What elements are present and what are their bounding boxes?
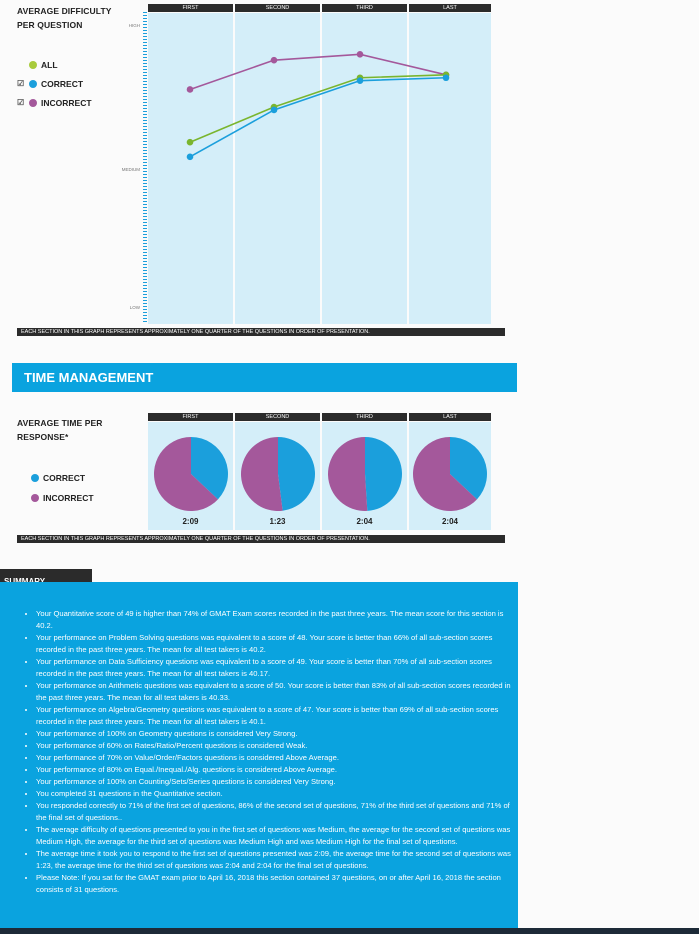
summary-item: • Your performance of 80% on Equal./Inequal./Alg. questions is considered Above Average. (36, 764, 518, 776)
bottom-bar (0, 928, 699, 934)
difficulty-line-chart (148, 13, 491, 324)
summary-list (0, 608, 518, 896)
summary-item: • You responded correctly to 71% of the first set of questions, 86% of the second set of questions, 71% of the third set of questions and 71% of the final set of questions.. (36, 800, 518, 824)
pie-slice-correct (365, 437, 402, 511)
legend-item-all (17, 55, 92, 74)
time-column-header-first: FIRST (148, 413, 233, 421)
pie-cell-third (322, 422, 407, 530)
pie-time-last: 2:04 (441, 517, 458, 526)
summary-item: • Your performance of 100% on Geometry questions is considered Very Strong. (36, 728, 518, 740)
legend-item-correct[interactable] (17, 74, 92, 93)
series-line-incorrect (190, 54, 446, 89)
pie-time-third: 2:04 (356, 517, 373, 526)
pie-cell-first (148, 422, 233, 530)
time-legend-correct (31, 468, 94, 488)
series-line-correct (190, 78, 446, 157)
checkbox-checked-icon[interactable]: ☑ (17, 98, 25, 107)
data-point-correct[interactable] (271, 107, 278, 114)
column-header-third: THIRD (322, 4, 407, 12)
pie-slice-incorrect (241, 437, 283, 511)
difficulty-title (17, 4, 112, 32)
incorrect-dot-icon (31, 494, 39, 502)
difficulty-footnote: EACH SECTION IN THIS GRAPH REPRESENTS APPROXIMATELY ONE QUARTER OF THE QUESTIONS IN ORDER OF PRESENTATION. (17, 328, 505, 336)
time-column-header-third: THIRD (322, 413, 407, 421)
pie-chart-third (326, 435, 404, 513)
difficulty-title-line1: AVERAGE DIFFICULTY (17, 6, 112, 16)
summary-item: • Your performance of 60% on Rates/Ratio/Percent questions is considered Weak. (36, 740, 518, 752)
difficulty-chart (148, 4, 491, 324)
legend-label-correct: CORRECT (41, 78, 84, 89)
pie-time-second: 1:23 (269, 517, 286, 526)
summary-item: • Your performance on Arithmetic questions was equivalent to a score of 50. Your score is better than 83% of all sub-section scores recorded in the past three years. The mean for all test takers is 40.33. (36, 680, 518, 704)
time-legend-label-incorrect: INCORRECT (43, 493, 94, 503)
summary-item: • Your performance of 70% on Value/Order/Factors questions is considered Above Average. (36, 752, 518, 764)
correct-dot-icon (29, 80, 37, 88)
data-point-all[interactable] (187, 139, 194, 146)
pie-slice-correct (278, 437, 315, 511)
pie-cell-second (235, 422, 320, 530)
time-footnote: EACH SECTION IN THIS GRAPH REPRESENTS APPROXIMATELY ONE QUARTER OF THE QUESTIONS IN ORDER OF PRESENTATION. (17, 535, 505, 543)
legend-label-incorrect: INCORRECT (41, 97, 92, 108)
pie-chart-first (152, 435, 230, 513)
series-line-all (190, 75, 446, 142)
summary-item: • Your performance on Data Sufficiency questions was equivalent to a score of 49. Your score is better than 70% of all sub-section scores recorded in the past three years. The mean for all test takers is 40.17. (36, 656, 518, 680)
time-legend-label-correct: CORRECT (43, 473, 86, 483)
data-point-correct[interactable] (357, 77, 364, 84)
pie-chart-last (411, 435, 489, 513)
summary-item: • Please Note: If you sat for the GMAT exam prior to April 16, 2018 this section contained 37 questions, on or after April 16, 2018 the section consists of 31 questions. (36, 872, 518, 896)
y-label-low: LOW (129, 305, 140, 310)
data-point-incorrect[interactable] (357, 51, 364, 58)
pie-cell-last (409, 422, 491, 530)
y-label-medium: MEDIUM (121, 167, 140, 172)
pie-time-first: 2:09 (182, 517, 199, 526)
y-axis-scale (143, 12, 147, 324)
summary-item: • You completed 31 questions in the Quantitative section. (36, 788, 518, 800)
data-point-incorrect[interactable] (187, 86, 194, 93)
pie-slice-incorrect (328, 437, 367, 511)
summary-item: • The average difficulty of questions presented to you in the first set of questions was Medium, the average for the second set of questions was Medium High, the average for the third set of questions was Medium High and was Medium High for the final set of questions. (36, 824, 518, 848)
summary-item: • The average time it took you to respond to the first set of questions presented was 2:09, the average time for the second set of questions was 1:23, the average time for the third set of questions was 2:04 and 2:04 for the final set of questions. (36, 848, 518, 872)
legend-item-incorrect[interactable] (17, 93, 92, 112)
incorrect-dot-icon (29, 99, 37, 107)
difficulty-legend (17, 55, 92, 112)
data-point-incorrect[interactable] (271, 57, 278, 64)
correct-dot-icon (31, 474, 39, 482)
time-title-line1: AVERAGE TIME PER (17, 418, 103, 428)
legend-label-all: ALL (41, 59, 58, 70)
summary-item: • Your performance of 100% on Counting/Sets/Series questions is considered Very Strong. (36, 776, 518, 788)
column-header-last: LAST (409, 4, 491, 12)
data-point-correct[interactable] (187, 154, 194, 161)
summary-item: • Your Quantitative score of 49 is higher than 74% of GMAT Exam scores recorded in the past three years. The mean score for this section is 40.2. (36, 608, 518, 632)
checkbox-checked-icon[interactable]: ☑ (17, 79, 25, 88)
time-management-banner: TIME MANAGEMENT (12, 363, 517, 392)
all-dot-icon (29, 61, 37, 69)
time-title-line2: RESPONSE* (17, 432, 69, 442)
data-point-correct[interactable] (443, 74, 450, 81)
column-header-second: SECOND (235, 4, 320, 12)
time-title (17, 416, 103, 444)
y-label-high: HIGH (128, 23, 140, 28)
time-column-header-last: LAST (409, 413, 491, 421)
summary-panel (0, 582, 518, 928)
summary-item: • Your performance on Problem Solving questions was equivalent to a score of 48. Your score is better than 66% of all sub-section scores recorded in the past three years. The mean for all test takers is 40.2. (36, 632, 518, 656)
summary-item: • Your performance on Algebra/Geometry questions was equivalent to a score of 47. Your score is better than 69% of all sub-section scores recorded in the past three years. The mean for all test takers is 40.1. (36, 704, 518, 728)
time-legend-incorrect (31, 488, 94, 508)
time-pie-charts (148, 413, 491, 530)
pie-chart-second (239, 435, 317, 513)
time-legend (31, 468, 94, 508)
time-column-header-second: SECOND (235, 413, 320, 421)
difficulty-title-line2: PER QUESTION (17, 20, 83, 30)
column-header-first: FIRST (148, 4, 233, 12)
